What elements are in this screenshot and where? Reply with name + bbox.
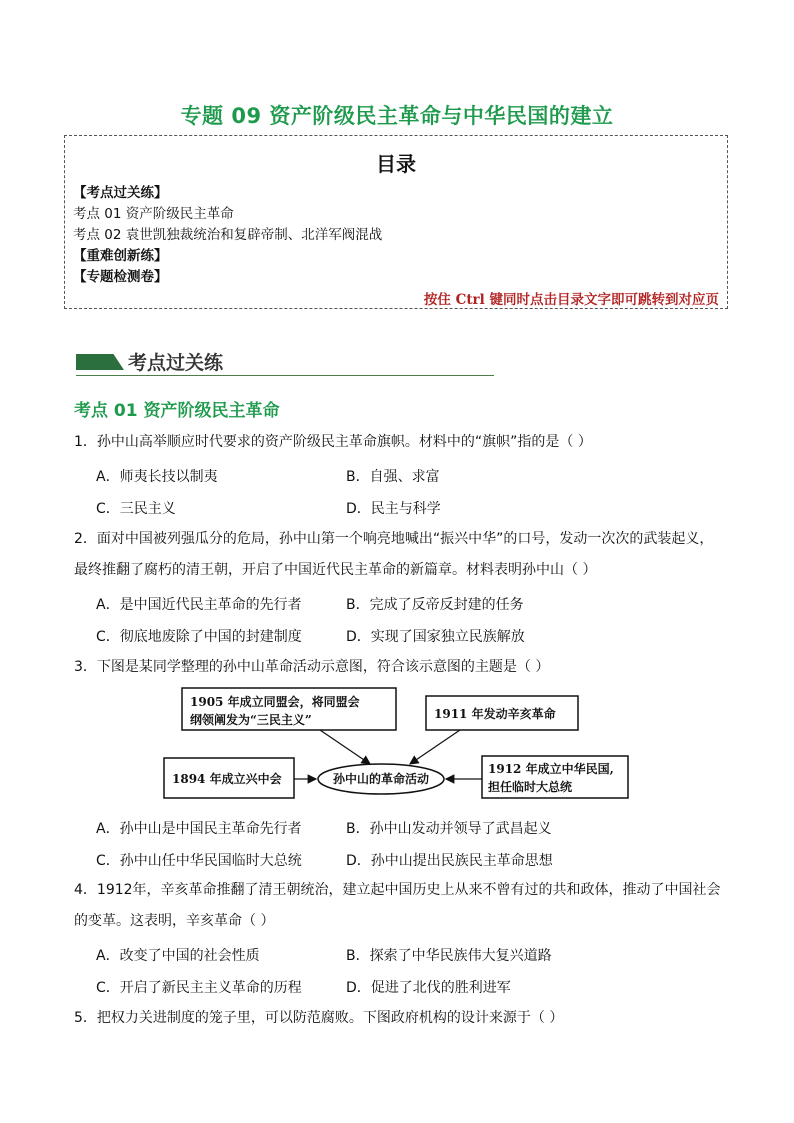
q2-option-c: C．彻底地废除了中国的封建制度 <box>96 629 302 645</box>
table-of-contents <box>64 135 728 309</box>
section-title: 考点 01 资产阶级民主革命 <box>74 401 280 421</box>
q2-option-d: D．实现了国家独立民族解放 <box>346 629 525 645</box>
q3-option-b: B．孙中山发动并领导了武昌起义 <box>346 821 552 837</box>
toc-link-point-02[interactable]: 考点 02 袁世凯独裁统治和复辟帝制、北洋军阀混战 <box>73 227 383 243</box>
box-1894-text: 1894 年成立兴中会 <box>172 772 282 786</box>
q3-option-c: C．孙中山任中华民国临时大总统 <box>96 853 302 869</box>
q2-option-a: A．是中国近代民主革命的先行者 <box>96 597 302 613</box>
banner-bar-shape <box>76 354 124 370</box>
revolution-activity-diagram <box>160 684 640 810</box>
box-1912-line2: 担任临时大总统 <box>488 780 573 794</box>
toc-link-innovation[interactable]: 【重难创新练】 <box>73 248 168 264</box>
q3-option-a: A．孙中山是中国民主革命先行者 <box>96 821 302 837</box>
section-banner <box>76 344 496 378</box>
q1-option-c: C．三民主义 <box>96 501 176 517</box>
q3-option-d: D．孙中山提出民族民主革命思想 <box>346 853 553 869</box>
q4-option-b: B．探索了中华民族伟大复兴道路 <box>346 948 552 964</box>
question-3: 3．下图是某同学整理的孙中山革命活动示意图，符合该示意图的主题是（ ） <box>74 659 550 675</box>
toc-link-test[interactable]: 【专题检测卷】 <box>73 269 168 285</box>
box-1912-line1: 1912 年成立中华民国, <box>488 762 614 776</box>
box-1905-line2: 纲领阐发为“三民主义” <box>190 713 312 727</box>
box-1911-text: 1911 年发动辛亥革命 <box>434 707 556 721</box>
center-text: 孙中山的革命活动 <box>332 772 430 786</box>
q2-option-b: B．完成了反帝反封建的任务 <box>346 597 524 613</box>
q4-option-a: A．改变了中国的社会性质 <box>96 948 260 964</box>
diagram-svg <box>160 684 640 806</box>
page-title: 专题 09 资产阶级民主革命与中华民国的建立 <box>180 104 614 128</box>
banner-text: 考点过关练 <box>128 352 224 374</box>
q4-option-d: D．促进了北伐的胜利进军 <box>346 980 511 996</box>
q1-option-b: B．自强、求富 <box>346 469 440 485</box>
banner-underline <box>76 375 494 376</box>
q1-option-d: D．民主与科学 <box>346 501 441 517</box>
box-1905-line1: 1905 年成立同盟会，将同盟会 <box>190 695 360 709</box>
toc-heading: 目录 <box>376 152 416 176</box>
question-2: 2．面对中国被列强瓜分的危局，孙中山第一个响亮地喊出“振兴中华”的口号，发动一次次的武装起义，最终推翻了腐朽的清王朝，开启了中国近代民主革命的新篇章。材料表明孙中山（ ） <box>74 531 714 578</box>
q4-option-c: C．开启了新民主主义革命的历程 <box>96 980 302 996</box>
toc-link-point-01[interactable]: 考点 01 资产阶级民主革命 <box>73 206 234 222</box>
question-1: 1．孙中山高举顺应时代要求的资产阶级民主革命旗帜。材料中的“旗帜”指的是（ ） <box>74 434 592 450</box>
question-4: 4．1912年，辛亥革命推翻了清王朝统治，建立起中国历史上从来不曾有过的共和政体，推动了中国社会的变革。这表明，辛亥革命（ ） <box>74 882 721 929</box>
question-5: 5．把权力关进制度的笼子里，可以防范腐败。下图政府机构的设计来源于（ ） <box>74 1010 564 1026</box>
toc-link-practice[interactable]: 【考点过关练】 <box>73 185 168 201</box>
q1-option-a: A．师夷长技以制夷 <box>96 469 218 485</box>
toc-ctrl-note: 按住 Ctrl 键同时点击目录文字即可跳转到对应页 <box>423 292 719 308</box>
